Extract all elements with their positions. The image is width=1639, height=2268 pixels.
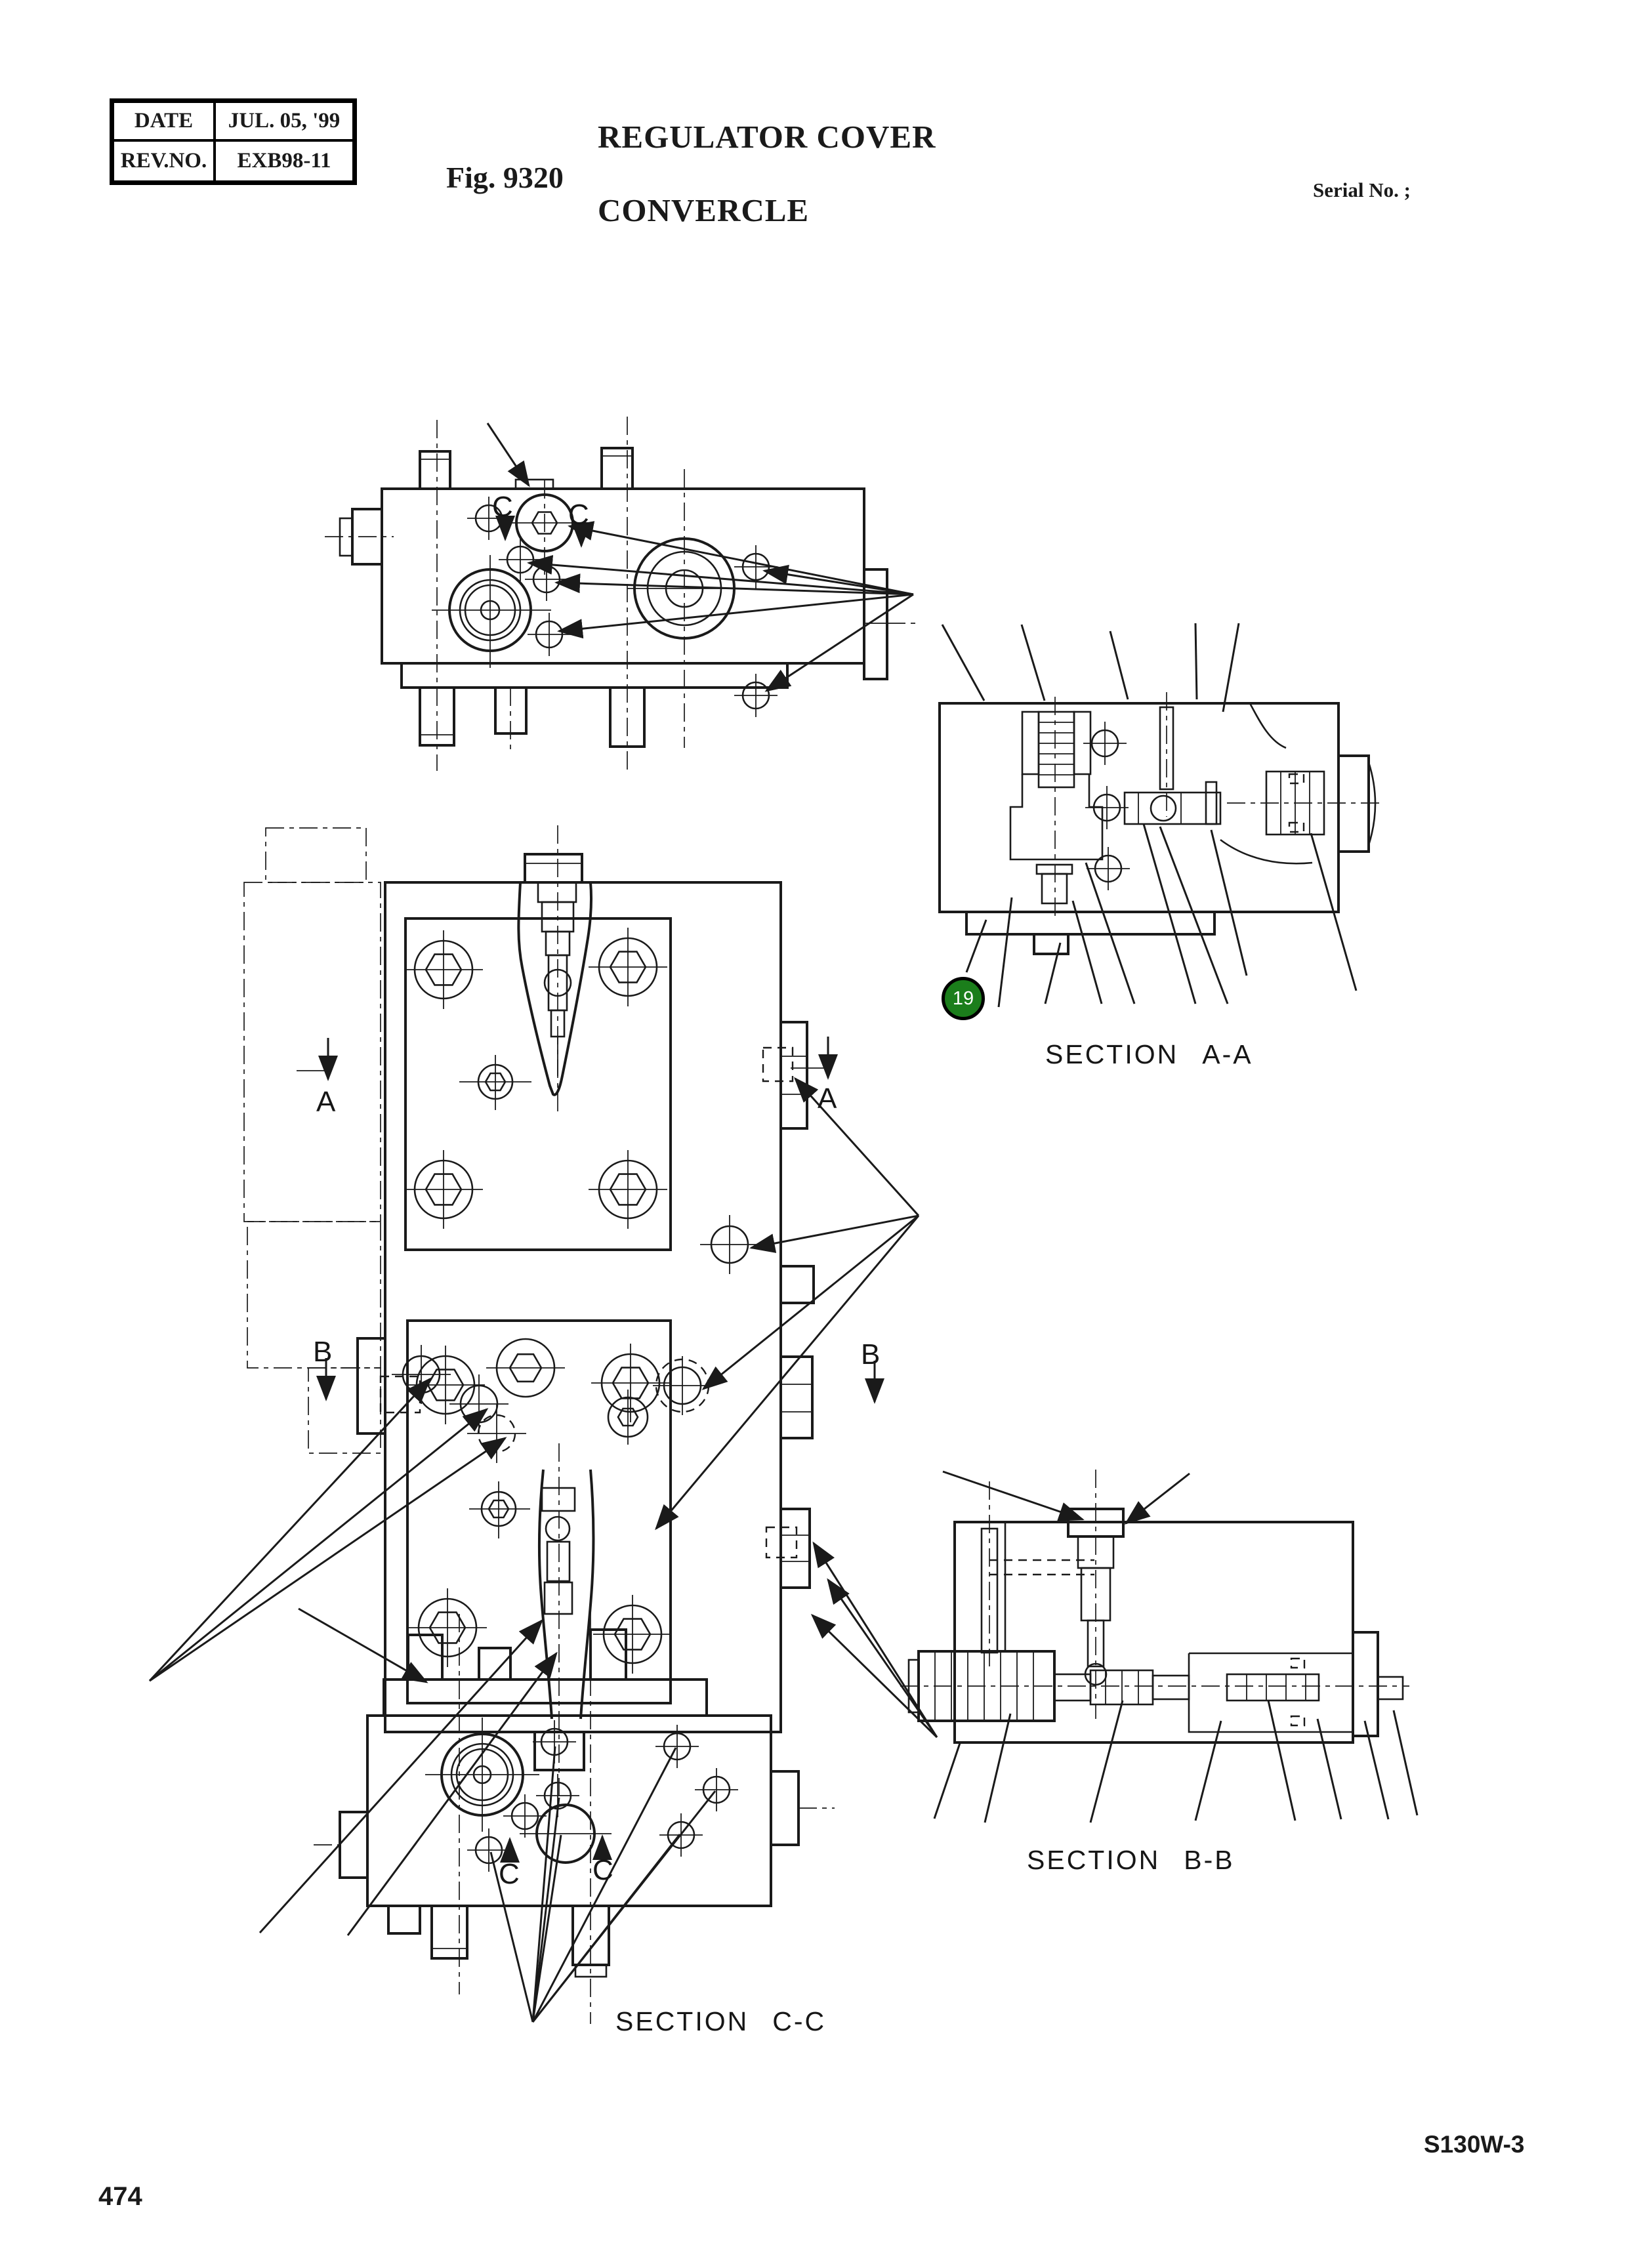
rev-value: EXB98-11 — [237, 149, 331, 173]
figure-number: Fig. 9320 — [446, 161, 564, 194]
section-word: SECTION — [1045, 1039, 1179, 1069]
page-title-line1: REGULATOR COVER — [598, 119, 936, 155]
front-view-drawing — [150, 825, 937, 1935]
document-code: S130W-3 — [1424, 2131, 1525, 2158]
cut-marker-c-cc-right: C — [592, 1854, 613, 1886]
section-cc-name: C-C — [772, 2006, 827, 2036]
date-label: DATE — [114, 103, 216, 142]
section-bb-name: B-B — [1184, 1845, 1235, 1875]
cut-marker-a-right: A — [818, 1082, 837, 1115]
section-cc-label — [615, 2006, 826, 2037]
serial-number: Serial No. ; — [1313, 178, 1411, 201]
cut-marker-c-cc-left: C — [499, 1858, 520, 1890]
date-value: JUL. 05, '99 — [216, 103, 352, 142]
section-aa-drawing — [940, 623, 1384, 1007]
cut-marker-a-left: A — [316, 1086, 336, 1118]
cut-marker-b-left: B — [313, 1336, 333, 1368]
rev-label: REV.NO. — [114, 142, 216, 180]
cut-marker-c-left: C — [492, 491, 513, 523]
top-view-drawing — [325, 417, 917, 774]
section-bb-drawing — [900, 1470, 1417, 1823]
revision-table — [110, 98, 357, 185]
part-callout-19 — [942, 977, 985, 1020]
page-number: 474 — [98, 2182, 142, 2211]
part-callout-19-number: 19 — [952, 987, 974, 1009]
section-word: SECTION — [615, 2006, 749, 2036]
section-cc-drawing — [314, 1611, 835, 2024]
cut-marker-c-right: C — [568, 499, 589, 531]
section-aa-name: A-A — [1202, 1039, 1253, 1069]
section-bb-label — [1027, 1845, 1235, 1876]
cut-marker-b-right: B — [861, 1338, 881, 1371]
page-title-line2: CONVERCLE — [598, 192, 810, 228]
section-aa-label — [1045, 1039, 1253, 1070]
section-word: SECTION — [1027, 1845, 1161, 1875]
